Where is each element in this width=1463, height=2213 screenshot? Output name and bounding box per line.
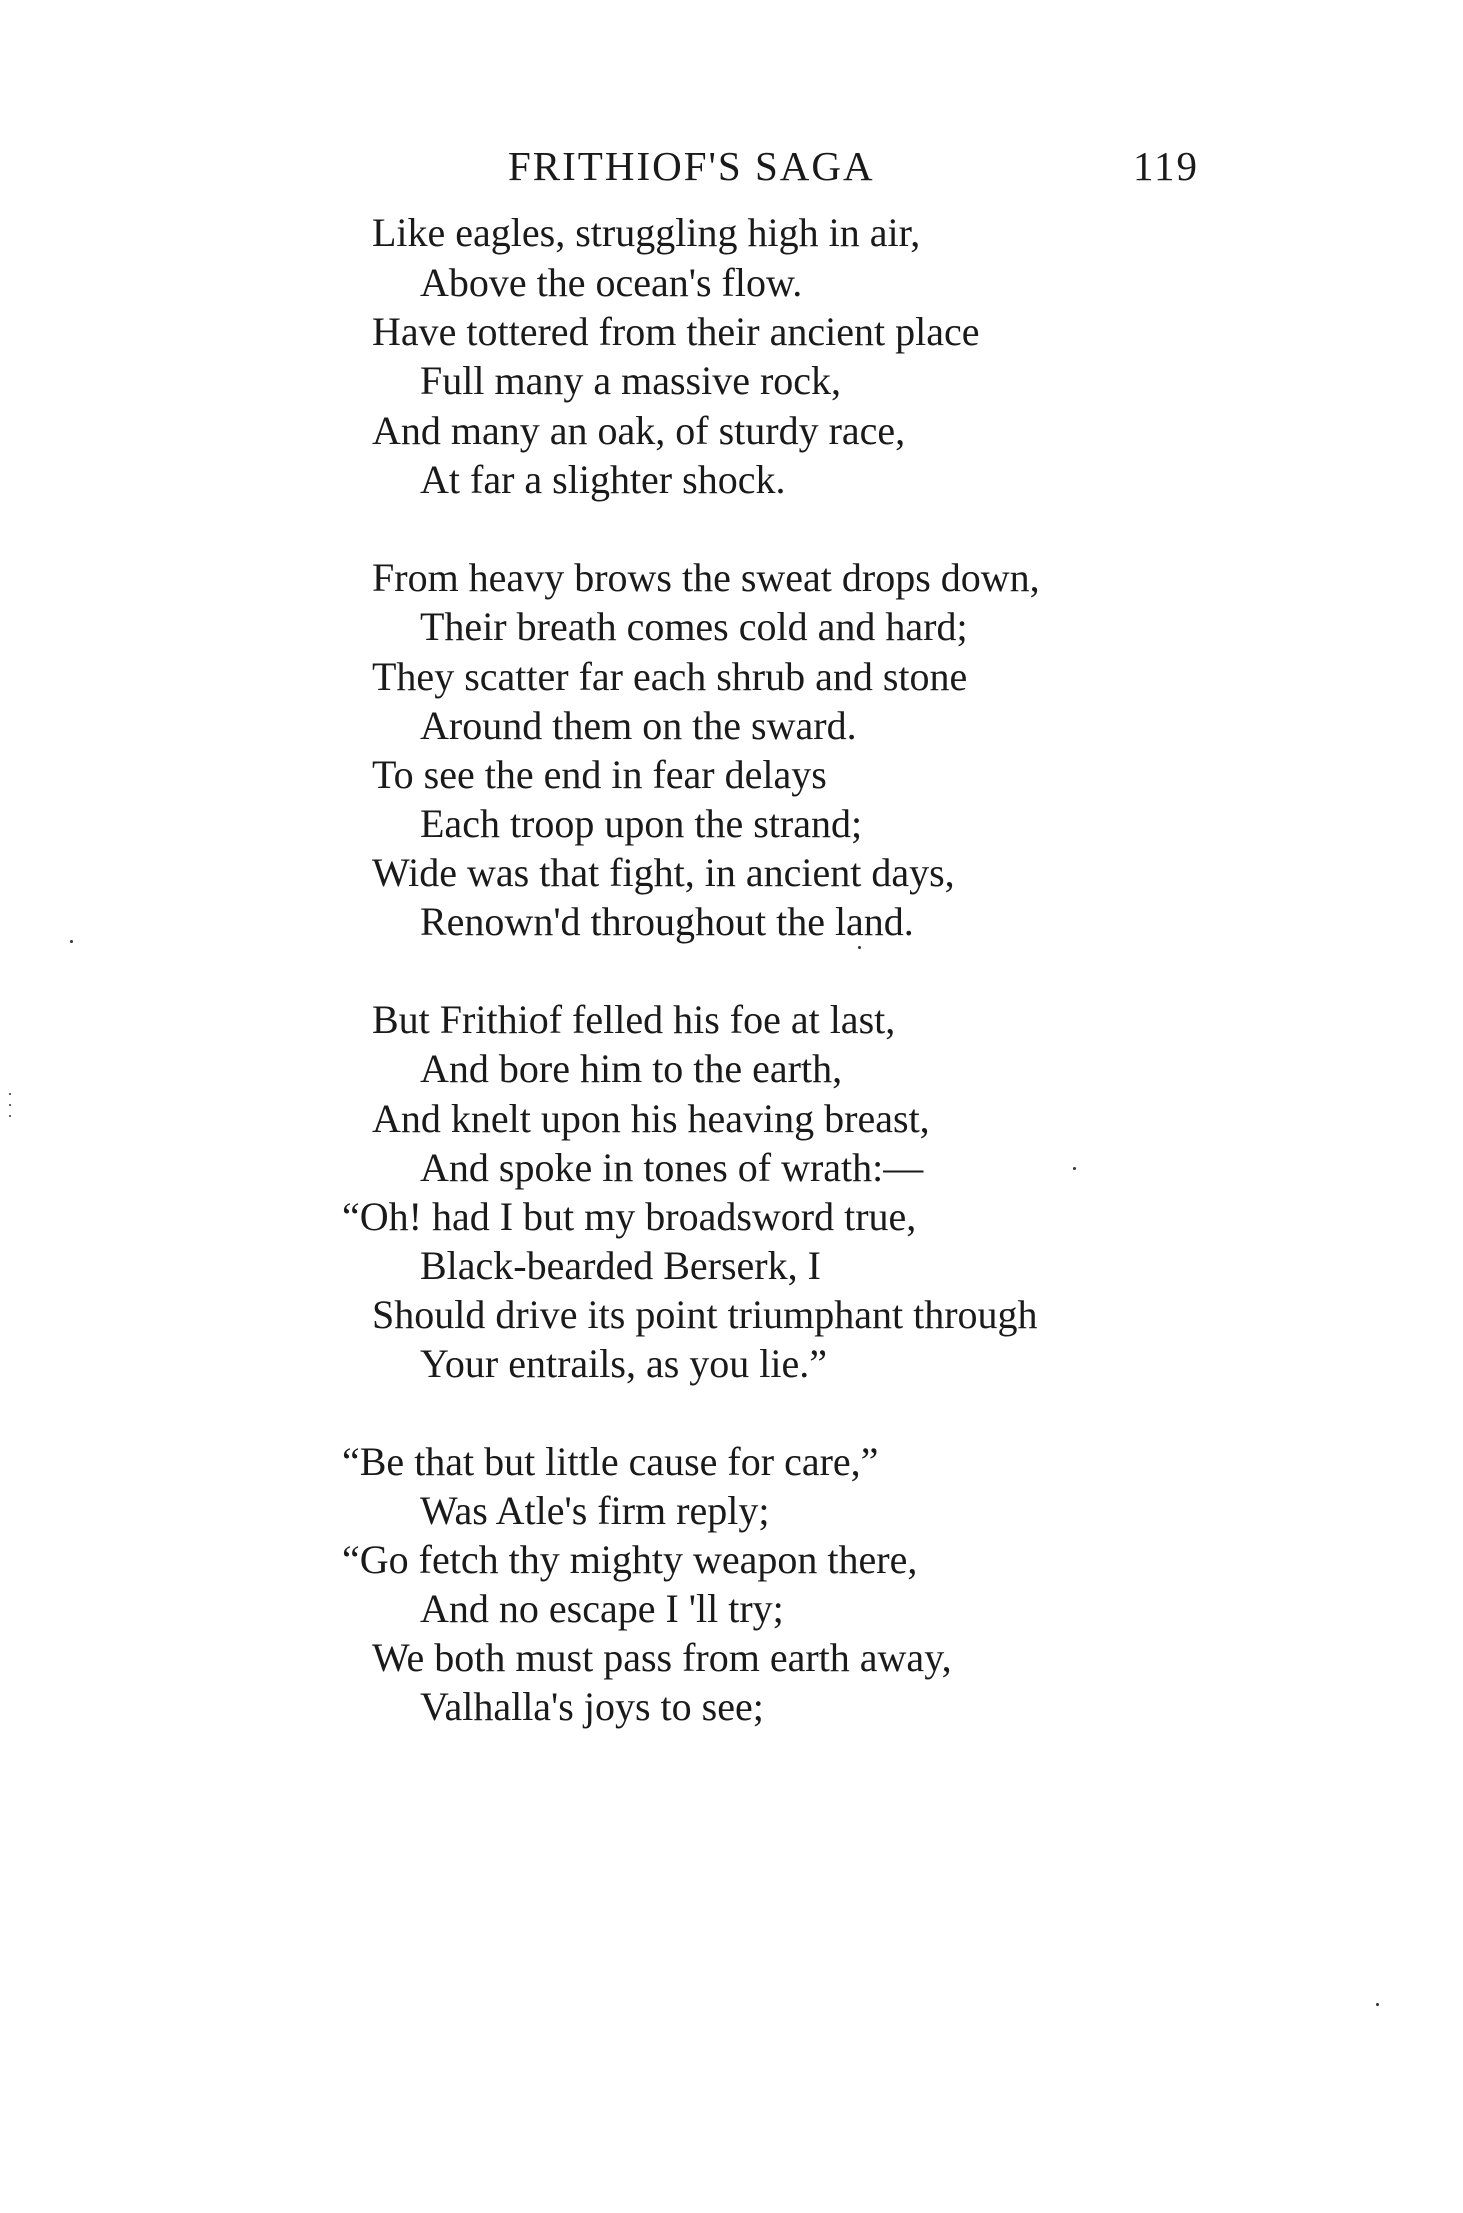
scan-speck — [858, 946, 861, 949]
verse-line: And bore him to the earth, — [420, 1046, 843, 1091]
scan-speck — [9, 1115, 11, 1117]
verse-line: At far a slighter shock. — [420, 457, 786, 502]
verse-line: Each troop upon the strand; — [420, 801, 863, 846]
running-head — [0, 136, 1463, 196]
verse-line: “Oh! had I but my broadsword true, — [342, 1194, 917, 1239]
running-title: FRITHIOF'S SAGA — [508, 143, 875, 189]
scan-speck — [9, 1093, 11, 1095]
verse-line: And many an oak, of sturdy race, — [372, 408, 906, 453]
verse-line: Your entrails, as you lie.” — [420, 1341, 827, 1386]
verse-line: Wide was that fight, in ancient days, — [372, 850, 955, 895]
scan-speck — [1376, 2003, 1379, 2006]
verse-line: Full many a massive rock, — [420, 358, 842, 403]
verse-line: But Frithiof felled his foe at last, — [372, 997, 896, 1042]
verse-line: Around them on the sward. — [420, 703, 857, 748]
verse-line: Have tottered from their ancient place — [372, 309, 980, 354]
verse-line: “Go fetch thy mighty weapon there, — [342, 1537, 918, 1582]
verse-line: Should drive its point triumphant through — [372, 1292, 1038, 1337]
verse-line: Above the ocean's flow. — [420, 260, 803, 305]
verse-line: We both must pass from earth away, — [372, 1635, 952, 1680]
verse-line: Renown'd throughout the land. — [420, 899, 914, 944]
verse-line: Valhalla's joys to see; — [420, 1684, 764, 1729]
verse-line: From heavy brows the sweat drops down, — [372, 555, 1040, 600]
verse-line: Like eagles, struggling high in air, — [372, 210, 921, 255]
page-number: 119 — [1133, 143, 1199, 189]
verse-line: Black-bearded Berserk, I — [420, 1243, 821, 1288]
verse-line: And no escape I 'll try; — [420, 1586, 784, 1631]
verse-line: “Be that but little cause for care,” — [342, 1439, 879, 1484]
scan-speck — [70, 940, 73, 943]
verse-line: And knelt upon his heaving breast, — [372, 1096, 930, 1141]
scan-speck — [1073, 1167, 1076, 1170]
verse-line: And spoke in tones of wrath:— — [420, 1145, 924, 1190]
verse-line: Their breath comes cold and hard; — [420, 604, 968, 649]
verse-line: Was Atle's firm reply; — [420, 1488, 770, 1533]
verse-line: To see the end in fear delays — [372, 752, 827, 797]
scan-speck — [9, 1104, 11, 1106]
verse-line: They scatter far each shrub and stone — [372, 654, 968, 699]
